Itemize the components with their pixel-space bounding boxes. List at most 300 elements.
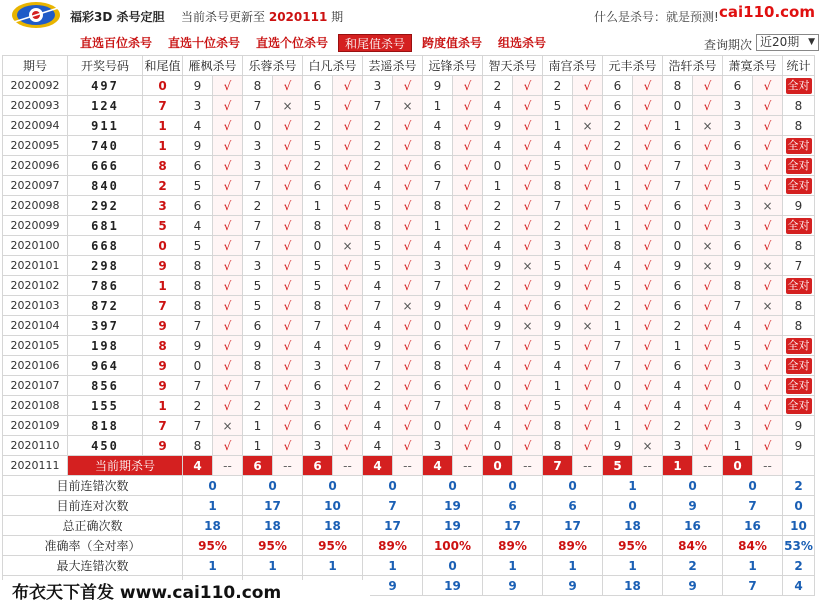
predicted-kill-cell: 5 <box>543 396 573 416</box>
check-icon: √ <box>573 276 603 296</box>
summary-stat: 4 <box>783 576 815 596</box>
check-icon: √ <box>453 216 483 236</box>
check-icon: √ <box>753 136 783 156</box>
check-icon: √ <box>573 376 603 396</box>
check-icon: √ <box>273 136 303 156</box>
check-icon: √ <box>453 316 483 336</box>
cross-icon: × <box>693 236 723 256</box>
help-text: 什么是杀号：就是预测! <box>594 10 719 24</box>
check-icon: √ <box>273 216 303 236</box>
cross-icon: × <box>753 256 783 276</box>
sum-tail-cell: 1 <box>143 396 183 416</box>
check-icon: √ <box>213 356 243 376</box>
predicted-kill-cell: 8 <box>423 196 453 216</box>
predicted-kill-cell: 6 <box>663 276 693 296</box>
summary-value: 7 <box>723 496 783 516</box>
check-icon: √ <box>273 356 303 376</box>
summary-value: 0 <box>363 476 423 496</box>
predicted-kill-cell: 6 <box>303 76 333 96</box>
check-icon: √ <box>693 316 723 336</box>
predicted-kill-cell: 4 <box>363 416 393 436</box>
sum-tail-cell: 2 <box>143 176 183 196</box>
check-icon: √ <box>453 236 483 256</box>
predicted-kill-cell: 5 <box>363 256 393 276</box>
summary-value: 6 <box>543 496 603 516</box>
sum-tail-cell: 0 <box>143 76 183 96</box>
predicted-kill-cell: 0 <box>603 156 633 176</box>
summary-label: 总正确次数 <box>3 516 183 536</box>
all-correct-badge: 全对 <box>787 378 810 392</box>
tab-4[interactable]: 和尾值杀号 <box>338 34 412 52</box>
check-icon: √ <box>453 76 483 96</box>
predicted-kill-cell: 1 <box>423 96 453 116</box>
period-cell: 2020093 <box>3 96 68 116</box>
sum-tail-cell: 9 <box>143 256 183 276</box>
tab-3[interactable]: 直选个位杀号 <box>256 36 329 50</box>
predicted-kill-cell: 3 <box>423 256 453 276</box>
summary-value: 18 <box>303 516 363 536</box>
check-icon: √ <box>573 256 603 276</box>
predicted-kill-cell: 4 <box>423 116 453 136</box>
draw-number-cell: 124 <box>68 96 143 116</box>
stat-cell <box>783 356 815 376</box>
pending-cell: -- <box>753 456 783 476</box>
check-icon: √ <box>693 136 723 156</box>
summary-value: 9 <box>663 496 723 516</box>
predicted-kill-cell: 8 <box>723 276 753 296</box>
predicted-kill-cell: 5 <box>303 256 333 276</box>
current-kill-cell: 4 <box>423 456 453 476</box>
check-icon: √ <box>753 376 783 396</box>
period-cell: 2020106 <box>3 356 68 376</box>
summary-value: 9 <box>663 576 723 596</box>
all-correct-badge: 全对 <box>787 338 810 352</box>
check-icon: √ <box>513 196 543 216</box>
predicted-kill-cell: 5 <box>303 96 333 116</box>
check-icon: √ <box>573 336 603 356</box>
summary-value: 1 <box>363 556 423 576</box>
predicted-kill-cell: 6 <box>603 96 633 116</box>
summary-value: 1 <box>603 476 663 496</box>
predicted-kill-cell: 8 <box>183 296 213 316</box>
check-icon: √ <box>633 216 663 236</box>
check-icon: √ <box>453 276 483 296</box>
predicted-kill-cell: 8 <box>543 416 573 436</box>
check-icon: √ <box>633 76 663 96</box>
check-icon: √ <box>393 156 423 176</box>
predicted-kill-cell: 3 <box>723 416 753 436</box>
predicted-kill-cell: 6 <box>603 76 633 96</box>
predicted-kill-cell: 9 <box>183 336 213 356</box>
check-icon: √ <box>693 416 723 436</box>
current-row <box>3 456 815 476</box>
all-correct-badge: 全对 <box>787 138 810 152</box>
period-cell: 2020104 <box>3 316 68 336</box>
predicted-kill-cell: 4 <box>183 116 213 136</box>
check-icon: √ <box>453 296 483 316</box>
check-icon: √ <box>213 116 243 136</box>
check-icon: √ <box>213 436 243 456</box>
predicted-kill-cell: 7 <box>663 176 693 196</box>
check-icon: √ <box>393 256 423 276</box>
predicted-kill-cell: 5 <box>603 276 633 296</box>
all-correct-badge: 全对 <box>787 158 810 172</box>
check-icon: √ <box>333 256 363 276</box>
summary-value: 0 <box>723 476 783 496</box>
check-icon: √ <box>333 156 363 176</box>
pending-cell: -- <box>273 456 303 476</box>
predicted-kill-cell: 3 <box>363 76 393 96</box>
check-icon: √ <box>693 196 723 216</box>
period-cell: 2020094 <box>3 116 68 136</box>
predicted-kill-cell: 4 <box>183 216 213 236</box>
predicted-kill-cell: 9 <box>723 256 753 276</box>
check-icon: √ <box>273 116 303 136</box>
predicted-kill-cell: 4 <box>543 136 573 156</box>
predicted-kill-cell: 6 <box>303 176 333 196</box>
all-correct-badge: 全对 <box>787 278 810 292</box>
predicted-kill-cell: 3 <box>543 236 573 256</box>
check-icon: √ <box>393 236 423 256</box>
summary-value: 1 <box>723 556 783 576</box>
update-prefix: 当前杀号更新至 <box>181 10 266 24</box>
predicted-kill-cell: 2 <box>603 136 633 156</box>
predicted-kill-cell: 9 <box>603 436 633 456</box>
check-icon: √ <box>573 416 603 436</box>
predicted-kill-cell: 4 <box>483 356 513 376</box>
summary-row <box>3 536 815 556</box>
predicted-kill-cell: 6 <box>303 416 333 436</box>
predicted-kill-cell: 1 <box>543 376 573 396</box>
period-cell: 2020097 <box>3 176 68 196</box>
check-icon: √ <box>513 416 543 436</box>
cross-icon: × <box>753 296 783 316</box>
all-correct-badge: 全对 <box>787 398 810 412</box>
predicted-kill-cell: 0 <box>483 376 513 396</box>
check-icon: √ <box>633 276 663 296</box>
check-icon: √ <box>513 296 543 316</box>
predicted-kill-cell: 3 <box>663 436 693 456</box>
check-icon: √ <box>633 376 663 396</box>
predicted-kill-cell: 4 <box>363 316 393 336</box>
predicted-kill-cell: 4 <box>543 356 573 376</box>
predicted-kill-cell: 4 <box>363 176 393 196</box>
table-row <box>3 216 815 236</box>
sum-tail-cell: 1 <box>143 116 183 136</box>
sum-tail-cell: 8 <box>143 336 183 356</box>
column-header: 远锋杀号 <box>423 56 483 76</box>
check-icon: √ <box>213 256 243 276</box>
check-icon: √ <box>213 216 243 236</box>
check-icon: √ <box>333 396 363 416</box>
check-icon: √ <box>633 316 663 336</box>
check-icon: √ <box>633 176 663 196</box>
summary-value: 17 <box>363 516 423 536</box>
draw-number-cell: 856 <box>68 376 143 396</box>
check-icon: √ <box>693 216 723 236</box>
cross-icon: × <box>393 296 423 316</box>
top-bar <box>0 0 824 30</box>
sum-tail-cell: 9 <box>143 376 183 396</box>
cross-icon: × <box>213 416 243 436</box>
check-icon: √ <box>513 156 543 176</box>
check-icon: √ <box>393 116 423 136</box>
check-icon: √ <box>453 176 483 196</box>
check-icon: √ <box>453 156 483 176</box>
sum-tail-cell: 3 <box>143 196 183 216</box>
predicted-kill-cell: 3 <box>303 356 333 376</box>
check-icon: √ <box>333 76 363 96</box>
predicted-kill-cell: 6 <box>303 376 333 396</box>
check-icon: √ <box>273 436 303 456</box>
predicted-kill-cell: 5 <box>543 96 573 116</box>
check-icon: √ <box>573 356 603 376</box>
predicted-kill-cell: 5 <box>543 256 573 276</box>
check-icon: √ <box>213 396 243 416</box>
predicted-kill-cell: 5 <box>543 156 573 176</box>
check-icon: √ <box>453 356 483 376</box>
check-icon: √ <box>513 216 543 236</box>
summary-value: 84% <box>663 536 723 556</box>
check-icon: √ <box>633 116 663 136</box>
predicted-kill-cell: 5 <box>183 176 213 196</box>
predicted-kill-cell: 9 <box>663 256 693 276</box>
sum-tail-cell: 5 <box>143 216 183 236</box>
predicted-kill-cell: 5 <box>543 336 573 356</box>
summary-value: 1 <box>483 556 543 576</box>
predicted-kill-cell: 6 <box>243 316 273 336</box>
stat-cell: 8 <box>783 116 815 136</box>
predicted-kill-cell: 5 <box>603 196 633 216</box>
check-icon: √ <box>213 236 243 256</box>
predicted-kill-cell: 5 <box>183 236 213 256</box>
table-row <box>3 136 815 156</box>
pending-cell: -- <box>633 456 663 476</box>
check-icon: √ <box>573 76 603 96</box>
predicted-kill-cell: 4 <box>603 396 633 416</box>
period-cell: 2020107 <box>3 376 68 396</box>
column-header: 雁枫杀号 <box>183 56 243 76</box>
predicted-kill-cell: 2 <box>663 416 693 436</box>
check-icon: √ <box>273 316 303 336</box>
summary-label: 准确率（全对率） <box>3 536 183 556</box>
brand-watermark: cai110.com <box>719 3 815 21</box>
check-icon: √ <box>753 116 783 136</box>
predicted-kill-cell: 6 <box>723 76 753 96</box>
table-row <box>3 236 815 256</box>
check-icon: √ <box>333 336 363 356</box>
sum-tail-cell: 7 <box>143 296 183 316</box>
period-cell: 2020108 <box>3 396 68 416</box>
predicted-kill-cell: 8 <box>183 276 213 296</box>
predicted-kill-cell: 9 <box>183 76 213 96</box>
sum-tail-cell: 9 <box>143 356 183 376</box>
check-icon: √ <box>273 336 303 356</box>
period-select[interactable] <box>756 34 819 51</box>
sum-tail-cell: 8 <box>143 156 183 176</box>
check-icon: √ <box>633 196 663 216</box>
current-kill-cell: 0 <box>723 456 753 476</box>
footer-watermark: 布衣天下首发 www.cai110.com <box>0 580 370 606</box>
predicted-kill-cell: 3 <box>723 196 753 216</box>
period-cell: 2020110 <box>3 436 68 456</box>
predicted-kill-cell: 4 <box>363 396 393 416</box>
pending-cell: -- <box>513 456 543 476</box>
check-icon: √ <box>693 276 723 296</box>
predicted-kill-cell: 1 <box>663 336 693 356</box>
check-icon: √ <box>573 196 603 216</box>
check-icon: √ <box>513 436 543 456</box>
predicted-kill-cell: 4 <box>483 236 513 256</box>
check-icon: √ <box>693 396 723 416</box>
predicted-kill-cell: 6 <box>543 296 573 316</box>
check-icon: √ <box>633 336 663 356</box>
sum-tail-cell: 0 <box>143 236 183 256</box>
predicted-kill-cell: 9 <box>483 116 513 136</box>
check-icon: √ <box>333 296 363 316</box>
summary-value: 6 <box>483 496 543 516</box>
check-icon: √ <box>273 176 303 196</box>
summary-value: 19 <box>423 496 483 516</box>
column-header: 智天杀号 <box>483 56 543 76</box>
period-cell: 2020109 <box>3 416 68 436</box>
predicted-kill-cell: 7 <box>483 336 513 356</box>
period-value: 近20期 <box>760 35 800 49</box>
check-icon: √ <box>753 396 783 416</box>
check-icon: √ <box>633 96 663 116</box>
tab-5[interactable]: 跨度值杀号 <box>422 36 483 50</box>
header-row <box>3 56 815 76</box>
draw-number-cell: 198 <box>68 336 143 356</box>
check-icon: √ <box>633 136 663 156</box>
cross-icon: × <box>513 316 543 336</box>
predicted-kill-cell: 4 <box>483 136 513 156</box>
check-icon: √ <box>333 216 363 236</box>
predicted-kill-cell: 3 <box>723 116 753 136</box>
summary-value: 0 <box>243 476 303 496</box>
predicted-kill-cell: 7 <box>363 356 393 376</box>
predicted-kill-cell: 3 <box>243 136 273 156</box>
tab-1[interactable]: 直选百位杀号 <box>80 36 153 50</box>
check-icon: √ <box>453 416 483 436</box>
check-icon: √ <box>513 376 543 396</box>
check-icon: √ <box>333 356 363 376</box>
predicted-kill-cell: 6 <box>723 236 753 256</box>
check-icon: √ <box>633 256 663 276</box>
predicted-kill-cell: 4 <box>483 96 513 116</box>
summary-value: 100% <box>423 536 483 556</box>
summary-value: 16 <box>663 516 723 536</box>
summary-value: 95% <box>603 536 663 556</box>
predicted-kill-cell: 0 <box>483 156 513 176</box>
check-icon: √ <box>573 436 603 456</box>
predicted-kill-cell: 3 <box>723 216 753 236</box>
summary-value: 10 <box>303 496 363 516</box>
cross-icon: × <box>573 316 603 336</box>
period-cell: 2020096 <box>3 156 68 176</box>
check-icon: √ <box>273 376 303 396</box>
summary-row <box>3 556 815 576</box>
predicted-kill-cell: 7 <box>243 376 273 396</box>
period-cell: 2020102 <box>3 276 68 296</box>
draw-number-cell: 397 <box>68 316 143 336</box>
predicted-kill-cell: 2 <box>603 116 633 136</box>
predicted-kill-cell: 5 <box>723 336 753 356</box>
stat-cell: 7 <box>783 256 815 276</box>
tab-6[interactable]: 组选杀号 <box>498 36 547 50</box>
check-icon: √ <box>513 336 543 356</box>
stat-cell <box>783 456 815 476</box>
summary-value: 1 <box>543 556 603 576</box>
table-row <box>3 116 815 136</box>
predicted-kill-cell: 5 <box>243 276 273 296</box>
predicted-kill-cell: 4 <box>303 336 333 356</box>
column-header: 统计 <box>783 56 815 76</box>
cross-icon: × <box>693 256 723 276</box>
predicted-kill-cell: 3 <box>243 256 273 276</box>
predicted-kill-cell: 5 <box>303 136 333 156</box>
check-icon: √ <box>693 156 723 176</box>
check-icon: √ <box>633 156 663 176</box>
stat-cell: 8 <box>783 236 815 256</box>
check-icon: √ <box>393 196 423 216</box>
check-icon: √ <box>573 96 603 116</box>
column-header: 萧寞杀号 <box>723 56 783 76</box>
check-icon: √ <box>213 336 243 356</box>
predicted-kill-cell: 9 <box>543 276 573 296</box>
table-row <box>3 276 815 296</box>
check-icon: √ <box>213 196 243 216</box>
predicted-kill-cell: 7 <box>423 396 453 416</box>
predicted-kill-cell: 4 <box>423 236 453 256</box>
check-icon: √ <box>333 96 363 116</box>
predicted-kill-cell: 6 <box>663 356 693 376</box>
period-cell: 2020095 <box>3 136 68 156</box>
predicted-kill-cell: 7 <box>183 316 213 336</box>
check-icon: √ <box>333 416 363 436</box>
tab-2[interactable]: 直选十位杀号 <box>168 36 241 50</box>
check-icon: √ <box>453 96 483 116</box>
column-header: 白凡杀号 <box>303 56 363 76</box>
summary-value: 9 <box>543 576 603 596</box>
predicted-kill-cell: 9 <box>423 76 453 96</box>
check-icon: √ <box>453 256 483 276</box>
column-header: 开奖号码 <box>68 56 143 76</box>
predicted-kill-cell: 7 <box>363 296 393 316</box>
predicted-kill-cell: 6 <box>183 156 213 176</box>
stat-cell <box>783 276 815 296</box>
check-icon: √ <box>273 156 303 176</box>
check-icon: √ <box>213 176 243 196</box>
period-cell: 2020105 <box>3 336 68 356</box>
predicted-kill-cell: 2 <box>243 196 273 216</box>
table-row <box>3 296 815 316</box>
summary-value: 89% <box>543 536 603 556</box>
table-row <box>3 356 815 376</box>
check-icon: √ <box>393 416 423 436</box>
current-kill-cell: 4 <box>183 456 213 476</box>
check-icon: √ <box>513 76 543 96</box>
draw-number-cell: 786 <box>68 276 143 296</box>
summary-value: 19 <box>423 516 483 536</box>
summary-label: 最大连错次数 <box>3 556 183 576</box>
predicted-kill-cell: 3 <box>303 396 333 416</box>
check-icon: √ <box>213 76 243 96</box>
check-icon: √ <box>753 96 783 116</box>
pending-cell: -- <box>333 456 363 476</box>
predicted-kill-cell: 1 <box>483 176 513 196</box>
all-correct-badge: 全对 <box>787 358 810 372</box>
